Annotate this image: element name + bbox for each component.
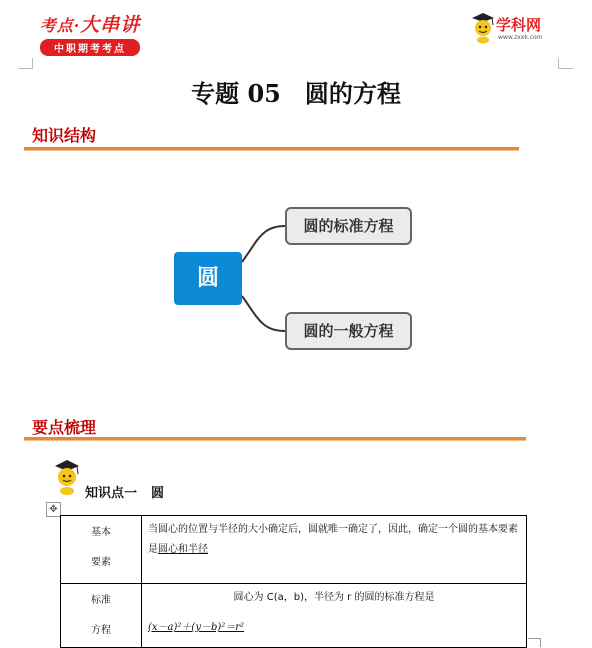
table-row-label: [61, 516, 142, 584]
section-divider: [24, 147, 519, 150]
section-heading-structure: 知识结构: [32, 126, 97, 145]
label-equation: 方程: [91, 625, 111, 636]
section-heading-points: 要点梳理: [32, 418, 97, 437]
page-corner-mark: [558, 58, 573, 69]
knowledge-point-label: 知识点一: [85, 486, 138, 501]
label-standard: 标准: [91, 595, 111, 606]
brand-right-url: www.zxxk.com: [498, 34, 543, 41]
mindmap-node-standard-equation: 圆的标准方程: [285, 207, 412, 245]
knowledge-point-heading: [85, 482, 164, 501]
page-title: 专题 05 圆的方程: [191, 79, 401, 108]
table-row: [61, 584, 527, 648]
mascot-icon: [52, 458, 82, 496]
basic-elements-answer: 圆心和半径: [158, 544, 208, 555]
brand-logo-left: [36, 10, 144, 56]
section-divider: [24, 437, 526, 440]
knowledge-point-topic: 圆: [151, 486, 165, 501]
table-row: [61, 516, 527, 584]
brand-right-name: 学科网: [496, 16, 542, 34]
mindmap-root-node: 圆: [174, 252, 242, 305]
label-elements: 要素: [91, 557, 111, 568]
standard-equation-text: 圆心为 C(a，b)，半径为 r 的圆的标准方程是: [233, 592, 435, 603]
mindmap-node-general-equation: 圆的一般方程: [285, 312, 412, 350]
brand-left-subtitle: 中职期考考点: [40, 39, 140, 56]
label-basic: 基本: [91, 527, 111, 538]
table-cell: [142, 516, 527, 584]
mascot-icon: [470, 12, 496, 44]
table-cell: [142, 584, 527, 648]
brand-left-b: 大串讲: [80, 14, 141, 36]
standard-equation-formula: (x－a)²＋(y－b)²＝r²: [148, 622, 245, 633]
basic-elements-text: 当圆心的位置与半径的大小确定后，圆就唯一确定了，因此，确定一个圆的基本要素是: [148, 524, 518, 555]
brand-logo-right: [470, 12, 560, 46]
table-row-label: [61, 584, 142, 648]
brand-left-a: 考点·: [39, 16, 81, 35]
table-move-handle[interactable]: ✥: [46, 502, 61, 517]
knowledge-table: [60, 515, 527, 648]
page-corner-mark: [18, 58, 33, 69]
